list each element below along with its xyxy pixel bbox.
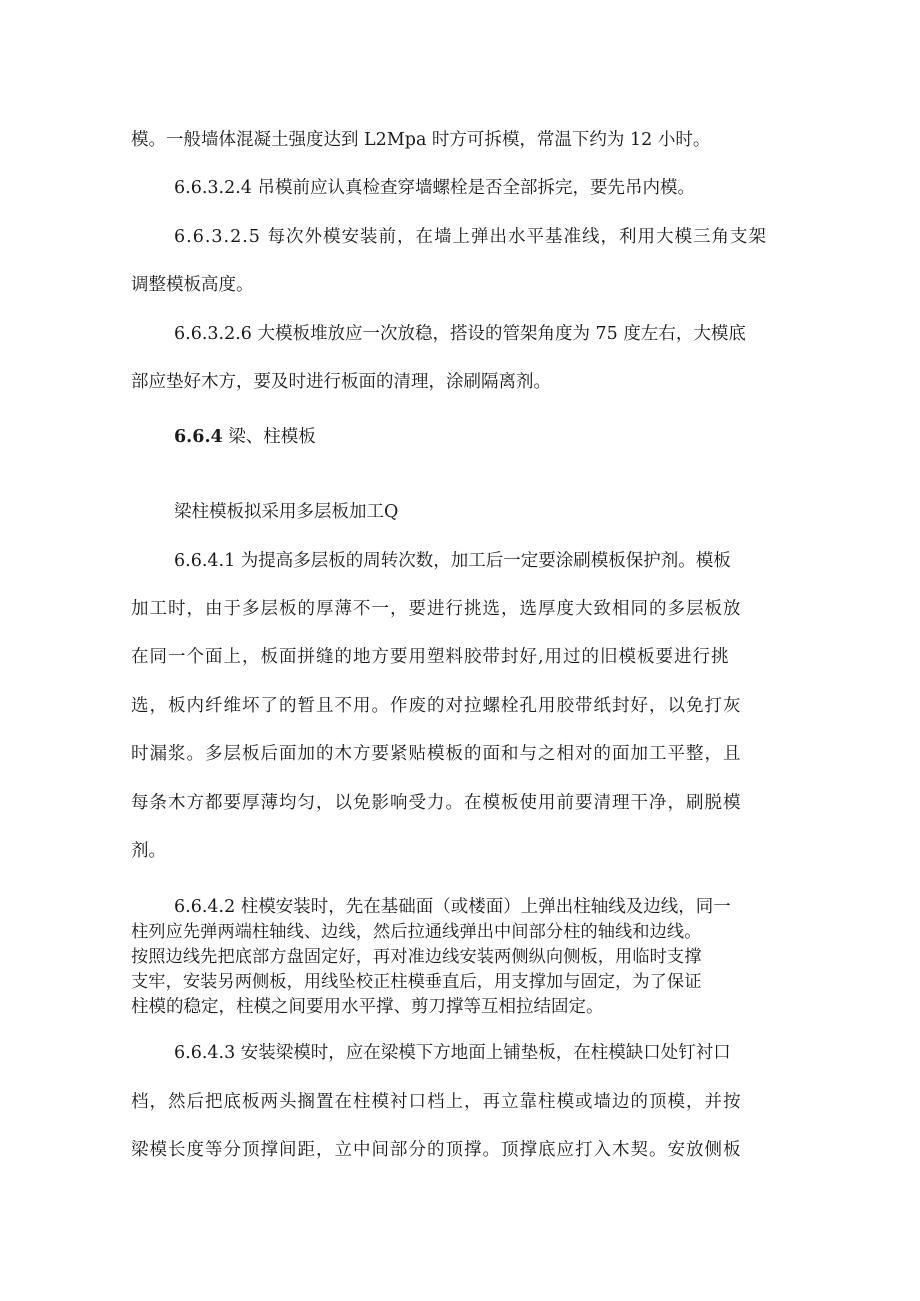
- paragraph-6-6-4-2: 6.6.4.2 柱模安装时，先在基础面（或楼面）上弹出柱轴线及边线，同一: [174, 897, 731, 917]
- text-line: 柱列应先弹两端柱轴线、边线，然后拉通线弹出中间部分柱的轴线和边线。: [131, 922, 702, 942]
- text-line: 剂。: [131, 841, 166, 861]
- text-line: 加工时，由于多层板的厚薄不一，要进行挑选，选厚度大致相同的多层板放: [131, 599, 742, 619]
- text-line: 支牢，安装另两侧板，用线坠校正柱模垂直后，用支撑加与固定，为了保证: [131, 972, 702, 992]
- text-line: 时漏浆。多层板后面加的木方要紧贴模板的面和与之相对的面加工平整，且: [131, 744, 742, 764]
- text-line: 模。一般墙体混凝土强度达到 L2Mpa 时方可拆模，常温下约为 12 小时。: [131, 130, 711, 150]
- text-line: 档，然后把底板两头搁置在柱模衬口档上，再立靠柱模或墙边的顶模，并按: [131, 1092, 742, 1112]
- section-heading-title: 梁、柱模板: [228, 427, 316, 447]
- paragraph-6-6-3-2-6: 6.6.3.2.6 大模板堆放应一次放稳，搭设的管架角度为 75 度左右，大模底: [174, 324, 746, 344]
- text-line: 调整模板高度。: [131, 275, 254, 295]
- section-heading-number: 6.6.4: [174, 427, 223, 447]
- text-line: 按照边线先把底部方盘固定好，再对准边线安装两侧纵向侧板，用临时支撑: [131, 947, 702, 967]
- text-line: 每条木方都要厚薄均匀，以免影响受力。在模板使用前要清理干净，刷脱模: [131, 793, 742, 813]
- text-line: 梁模长度等分顶撑间距，立中间部分的顶撑。顶撑底应打入木契。安放侧板: [131, 1140, 742, 1160]
- intro-line: 梁柱模板拟采用多层板加工Q: [174, 502, 399, 522]
- paragraph-6-6-4-3: 6.6.4.3 安装梁模时，应在梁模下方地面上铺垫板，在柱模缺口处钉衬口: [174, 1043, 731, 1063]
- paragraph-6-6-3-2-5: 6.6.3.2.5 每次外模安装前，在墙上弹出水平基准线，利用大模三角支架: [174, 227, 767, 247]
- paragraph-6-6-4-1: 6.6.4.1 为提高多层板的周转次数，加工后一定要涂刷模板保护剂。模板: [174, 551, 731, 571]
- paragraph-6-6-3-2-4: 6.6.3.2.4 吊模前应认真检查穿墙螺栓是否全部拆完，要先吊内模。: [174, 178, 695, 198]
- text-line: 部应垫好木方，要及时进行板面的清理，涂刷隔离剂。: [131, 372, 551, 392]
- section-heading: [174, 425, 316, 449]
- text-line: 在同一个面上，板面拼缝的地方要用塑料胶带封好,用过的旧模板要进行挑: [131, 647, 730, 667]
- text-line: 选，板内纤维坏了的暂且不用。作废的对拉螺栓孔用胶带纸封好，以免打灰: [131, 696, 742, 716]
- text-line: 柱模的稳定，柱模之间要用水平撑、剪刀撑等互相拉结固定。: [131, 997, 604, 1017]
